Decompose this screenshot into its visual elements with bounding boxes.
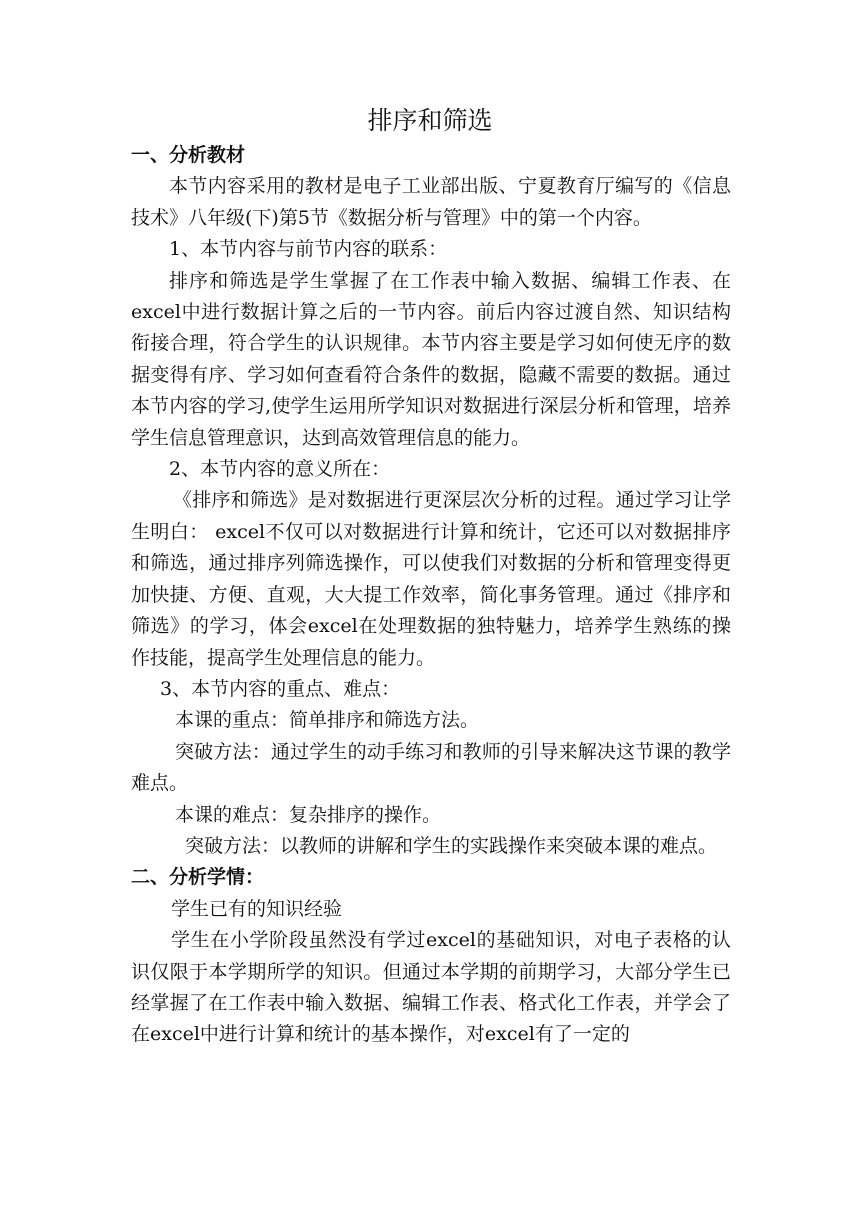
- document-body: [131, 140, 731, 1051]
- difficult-point-method-text: 突破方法：以教师的讲解和学生的实践操作来突破本课的难点。: [185, 834, 718, 857]
- document-title: 排序和筛选: [367, 106, 493, 135]
- section2-heading: 二、分析学情：: [131, 866, 265, 889]
- subsection2-paragraph: 《排序和筛选》是对数据进行更深层次分析的过程。通过学习让学生明白： excel不仅可以对数据进行计算和统计，它还可以对数据排序和筛选，通过排序列筛选操作，可以使我们对数据的分析和管理变得更加快捷、方便、直观，大大提工作效率，简化事务管理。通过《排序和筛选》的学习，体会excel在处理数据的独特魅力，培养学生熟练的操作技能，提高学生处理信息的能力。: [131, 489, 731, 669]
- key-point-method-text: 突破方法：通过学生的动手练习和教师的引导来解决这节课的教学难点。: [131, 740, 731, 795]
- key-point-text: 本课的重点：简单排序和筛选方法。: [175, 709, 480, 732]
- section1-intro-paragraph: 本节内容采用的教材是电子工业部出版、宁夏教育厅编写的《信息技术》八年级(下)第5节《数据分析与管理》中的第一个内容。: [131, 175, 731, 229]
- subsection1-title: 1、本节内容与前节内容的联系：: [169, 238, 448, 261]
- subsection3-title: 3、本节内容的重点、难点：: [160, 677, 401, 700]
- difficult-point-text: 本课的难点：复杂排序的操作。: [175, 803, 442, 826]
- section2-subtitle: 学生已有的知识经验: [171, 897, 343, 920]
- subsection1-paragraph: 排序和筛选是学生掌握了在工作表中输入数据、编辑工作表、在excel中进行数据计算之后的一节内容。前后内容过渡自然、知识结构衔接合理，符合学生的认识规律。本节内容主要是学习如何使无序的数据变得有序、学习如何查看符合条件的数据，隐藏不需要的数据。通过本节内容的学习,使学生运用所学知识对数据进行深层分析和管理，培养学生信息管理意识，达到高效管理信息的能力。: [131, 269, 731, 449]
- section1-heading: 一、分析教材: [131, 144, 246, 166]
- section2-paragraph: 学生在小学阶段虽然没有学过excel的基础知识，对电子表格的认识仅限于本学期所学的知识。但通过本学期的前期学习，大部分学生已经掌握了在工作表中输入数据、编辑工作表、格式化工作表，并学会了在excel中进行计算和统计的基本操作，对excel有了一定的: [131, 929, 731, 1046]
- subsection2-title: 2、本节内容的意义所在：: [169, 458, 391, 481]
